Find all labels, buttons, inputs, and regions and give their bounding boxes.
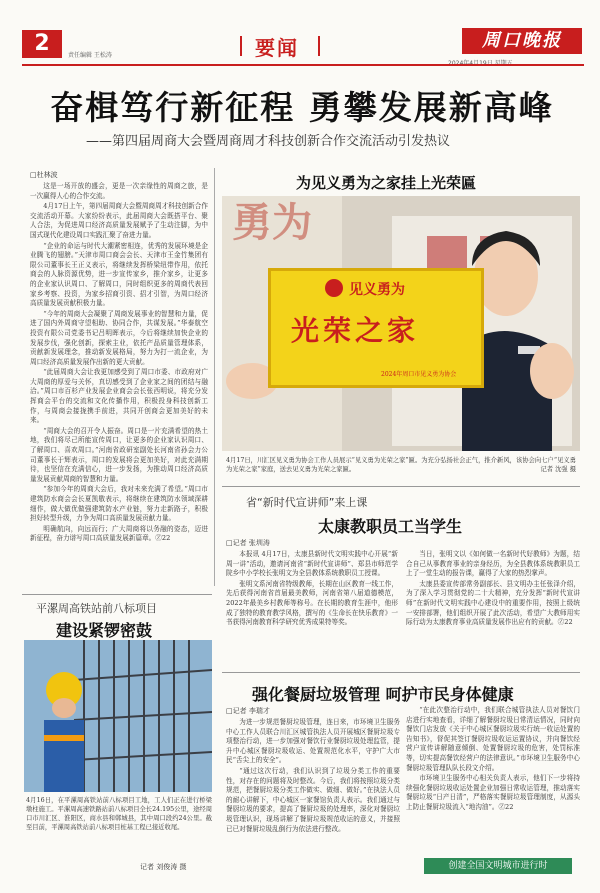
page-number: 2 [22,30,62,58]
lead-paragraph: 4月17日上午，第四届周商大会暨周商周才科技创新合作交流活动开幕。大家纷纷表示，此届周商大会既搭平台、聚人合法，为促进周口经济高质量发展赋予了生动注脚，为中国式现代化建设周口实践汇聚了奋进力量。 [30,202,208,239]
section-rule [222,486,580,487]
lead-closing-text: 明确航向，向远而行；广大周商将以务融的姿态，迈进新征程，奋力谱写周口高质量发展新篇章。 [30,524,208,543]
masthead-rule [22,64,584,66]
lead-byline: □杜林波 [30,171,58,179]
rail-headline: 建设紧锣密鼓 [56,621,153,640]
section-name: 要闻 [255,36,299,60]
kitchen-paragraph: 为进一步规范餐厨垃圾管理，连日来，市环境卫生服务中心工作人员联合川汇区城管执法人员开展城区餐厨垃圾专项整治行动，进一步加强对餐饮行业餐厨垃圾处理监管，提升中心城区餐厨垃圾收运、处置规范化水平，守护广大市民“舌尖上的安全”。 [226,718,400,765]
lead-body [30,182,208,584]
teacher-headline: 太康教职员工当学生 [318,517,463,536]
teacher-paragraph: 张明文系河南省特级教师，长期在山区教育一线工作，先后获得河南省首届最美教师，河南省第八届道德模范，2022年最美乡村教师等称号。在长期的教育生涯中，他形成了独特的教育教学风格，撰写的《生命长在快乐教育》一书获得河南教育科学研究优秀成果特等奖。 [226,579,398,627]
lead-paragraph: “参加今年的周商大会后，我对未来充满了希望。”周口市建筑防水商会会长夏凯敬表示，将继续在建筑防水领域深耕细作，做大做优做强建筑防水产业链，努力走新路子，积极担好转型升级，力争为周口高质量发展贡献力量。 [30,485,208,523]
lead-paragraph: “企业的命运与时代大潮紧密相连，优秀的发展环境是企业腾飞的翅膀。”天津市周口商会会长、天津市王金竹集团有限公司董事长王正义表示，将继续发挥桥梁纽带作用，依托商会的人脉资源优势，进一步宣传家乡，推介家乡，让更多的企业家认识周口、了解周口，同时组织更多的周商代表回家乡考察、投资，为家乡招商引资、招才引智，为周口经济高质量发展贡献积极力量。 [30,241,208,308]
plaque-bottom-text: 2024年周口市见义勇为协会 [381,371,457,378]
teacher-body-left [226,550,398,668]
lead-end-mark: Ⓩ22 [155,534,171,543]
rail-rule [22,594,212,595]
kitchen-body-right [406,706,580,854]
column-divider [214,168,215,586]
teacher-paragraph: 当日，张明文以《如何做一名新时代好教师》为题，结合自己从事教育事业的亲身经历，为全县教体系统教职员工上了一堂生动的报告课，赢得了大家的热烈掌声。 [406,550,580,578]
teacher-paragraph: 本报讯 4月17日，太康县新时代文明实践中心开展“新周一讲”活动，邀请河南省“新时代宣讲师”、郑县市师范学院乡中小学校长张明文为全县教体系统教职员工授课。 [226,550,398,578]
emblem-icon [325,279,343,297]
photo-story-title: 为见义勇为之家挂上光荣匾 [296,174,477,192]
teacher-paragraph: 太康县委宣传部常务副部长、县文明办主任张泽介绍，为了深入学习贯彻党的二十大精神，充分发挥“新时代宣讲师”在新时代文明实践中心建设中的重要作用，按照上级统一安排部署，他们组织开展了此次活动，希望广大教师用实际行动为太康教育事业高质量发展作出应有的贡献。Ⓩ22 [406,579,580,627]
section-divider-right [318,36,320,56]
lead-paragraph: 这是一场开放的盛会，更是一次亲缘性的周商之旅，是一次赢得人心的合作交流。 [30,182,208,200]
teacher-kicker: 省“新时代宣讲师”来上课 [246,496,368,509]
paper-logo: 周口晚报 [462,28,582,54]
teacher-byline: □记者 张圳涛 [226,539,270,547]
lead-paragraph [30,525,208,544]
civilization-banner: 创建全国文明城市进行时 [424,858,572,874]
honor-plaque [268,268,484,388]
kitchen-paragraph: 市环境卫生服务中心相关负责人表示，他们下一步将持续强化餐厨垃圾收运处置企业加强日常收运管理，推动落实餐厨垃圾“日产日清”，严格落实餐厨垃圾管理制度，从源头上防止餐厨垃圾流入“地沟油”。Ⓩ22 [406,774,580,811]
rail-photo [24,640,212,792]
honor-photo [222,196,580,451]
lead-subheadline: ——第四届周商大会暨周商周才科技创新合作交流活动引发热议 [86,134,451,149]
section-divider-left [240,36,242,56]
photo-caption [226,456,576,474]
lead-paragraph: “此届周商大会让我更加感受到了周口市委、市政府对广大周商的厚爱与关怀，真切感受到了企业家之间的团结与融洽。”周口市百杉产业发展企业商会会长张西明说，将充分发挥商会平台的交流和文化传播作用，积极投身科技创新工作，与周商会接拢携手前进，共同开创商会更加美好的未来。 [30,368,208,425]
kitchen-paragraph: “在此次整治行动中，我们联合城管执法人员对餐饮门店进行实地查看，详细了解餐厨垃圾日常清运情况，同时向餐饮门店发放《关于中心城区餐厨垃圾实行统一收运处置的告知书》，督促其签订餐厨垃圾收运运置协议，并向餐饮经营户宣传讲解随意倾倒、处置餐厨垃圾的危害，处罚标准等，切实提高餐饮经营户的法律意识。”市环境卫生服务中心餐厨垃圾管理队队长段文介绍。 [406,706,580,772]
svg-text:勇为: 勇为 [232,199,312,246]
lead-paragraph: “今年的周商大会凝聚了周商发展事业的智慧和力量，促进了国内外周商守望相助、协同合作，共谋发展。”华泰航空投资有限公司党委书记吕明晖表示，今后将继续加快企业的发展步伐，强化创新，探索主业，依托产品质量管理体系，贡献新发展理念，推动新发展格局，努力为打一流企业，为周口经济高质量发展作出新的更大贡献。 [30,309,208,366]
rail-caption: 4月16日，在平漯周高铁站前八标项目工地，工人们正在进行桥梁墩柱施工。平漯周高速铁路站前八标项目全长24.195公里，途经周口市川汇区、淮阳区，商水县和郸城县，其中周口段约24公里。截至目前，平漯周高铁站前八标项目桩基工程已接近收尾。 [26,797,212,831]
kitchen-body-left [226,718,400,868]
kitchen-byline: □记者 李瑞才 [226,707,270,715]
lead-headline: 奋楫笃行新征程 勇攀发展新高峰 [50,88,554,127]
teacher-body-right [406,550,580,668]
photo-credit: 记者 沈强 摄 [540,466,576,473]
kitchen-headline: 强化餐厨垃圾管理 呵护市民身体健康 [252,685,514,704]
plaque-main-text: 光荣之家 [291,314,420,347]
plaque-top-text: 见义勇为 [349,282,405,298]
kitchen-rule [222,672,580,673]
rail-kicker: 平漯周高铁站前八标项目 [36,602,157,615]
rail-photo-illustration [24,640,212,792]
lead-paragraph: “周商大会的召开令人振奋。周口是一片充满希望的热土地，我们将尽己所能宣传周口，让更多的企业家认识周口、了解周口、喜欢周口。”河南省政研室副处长河南省孙会力公司董事长于辉表示，周口的发展将会更加美好，对此充满期待，也坚信在充满信心，进一步发扬，为推动周口经济高质量发展贡献周商的智慧和力量。 [30,426,208,483]
kitchen-paragraph: “通过这次行动，我们认识到了垃圾分类工作的重要性，对存在的问题将及时整改。今后，我们将按照垃圾分类规范，把餐厨垃圾分类工作做实、做细、做好。”在执法人员的耐心讲解下，中心城区一家餐馆负责人表示。我们通过与餐厨垃圾的要求，提高了餐厨垃圾的处理率，深化对餐厨垃圾管理认识，现场讲解了餐厨垃圾规范收运的意义，并接照已已对餐厨垃圾乱倒行为依法进行整改。 [226,766,400,833]
editors-line: 责任编辑 王松涛 [68,52,112,59]
photo-caption-text: 4月17日，川汇区见义勇为协会工作人员展示“见义勇为光荣之家”匾。为充分弘扬社会正气，推介新风，该协会向七户“见义勇为光荣之家”家庭，送去见义勇为光荣之家匾。 [226,457,576,473]
rail-credit: 记者 刘俊涛 摄 [140,863,187,871]
